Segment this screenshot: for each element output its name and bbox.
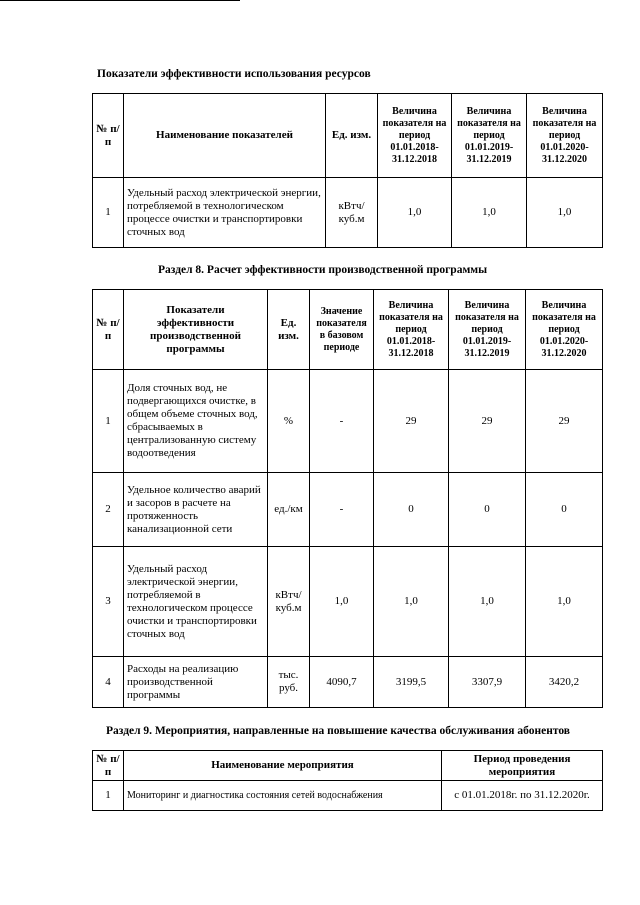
col-num: № п/п <box>93 94 124 178</box>
col-2020: Величина показателя на период 01.01.2020-31.12.2020 <box>527 94 603 178</box>
cell-name: Мониторинг и диагностика состояния сетей водоснабжения <box>124 781 442 811</box>
cell-2018: 3199,5 <box>374 657 449 708</box>
cell-2018: 29 <box>374 370 449 473</box>
section-resources-title: Показатели эффективности использования ресурсов <box>97 68 371 80</box>
cell-num: 1 <box>93 178 124 248</box>
cell-2020: 0 <box>526 473 603 547</box>
col-2019: Величина показателя на период 01.01.2019-31.12.2019 <box>452 94 527 178</box>
cell-base: - <box>310 473 374 547</box>
table-row <box>93 370 603 473</box>
section9-table <box>92 750 603 811</box>
cell-unit: кВтч/ куб.м <box>268 547 310 657</box>
cell-2018: 0 <box>374 473 449 547</box>
section8-title: Раздел 8. Расчет эффективности производственной программы <box>158 264 488 276</box>
table-row <box>93 473 603 547</box>
cell-2019: 3307,9 <box>449 657 526 708</box>
cell-num: 1 <box>93 781 124 811</box>
cell-2018: 1,0 <box>378 178 452 248</box>
table-header-row <box>93 290 603 370</box>
col-name: Наименование мероприятия <box>124 751 442 781</box>
table-row <box>93 178 603 248</box>
cell-unit: кВтч/ куб.м <box>326 178 378 248</box>
col-2018: Величина показателя на период 01.01.2018-31.12.2018 <box>378 94 452 178</box>
col-period: Период проведения мероприятия <box>442 751 603 781</box>
col-num: № п/п <box>93 751 124 781</box>
top-rule <box>0 0 240 1</box>
col-2018: Величина показателя на период 01.01.2018-31.12.2018 <box>374 290 449 370</box>
cell-num: 2 <box>93 473 124 547</box>
cell-unit: % <box>268 370 310 473</box>
section9-title: Раздел 9. Мероприятия, направленные на повышение качества обслуживания абонентов <box>106 725 571 737</box>
cell-2018: 1,0 <box>374 547 449 657</box>
cell-period: с 01.01.2018г. по 31.12.2020г. <box>442 781 603 811</box>
cell-name: Расходы на реализацию производственной программы <box>124 657 268 708</box>
cell-num: 1 <box>93 370 124 473</box>
cell-base: 1,0 <box>310 547 374 657</box>
cell-name: Удельное количество аварий и засоров в расчете на протяженность канализационной сети <box>124 473 268 547</box>
cell-2020: 1,0 <box>527 178 603 248</box>
cell-name: Удельный расход электрической энергии, потребляемой в технологическом процессе очистки и транспортировки сточных вод <box>124 178 326 248</box>
col-name: Показатели эффективности производственной программы <box>124 290 268 370</box>
cell-unit: ед./км <box>268 473 310 547</box>
cell-2019: 1,0 <box>449 547 526 657</box>
col-num: № п/п <box>93 290 124 370</box>
cell-2019: 0 <box>449 473 526 547</box>
col-name: Наименование показателей <box>124 94 326 178</box>
col-2020: Величина показателя на период 01.01.2020-31.12.2020 <box>526 290 603 370</box>
col-unit: Ед. изм. <box>268 290 310 370</box>
col-base: Значение показателя в базовом периоде <box>310 290 374 370</box>
col-2019: Величина показателя на период 01.01.2019-31.12.2019 <box>449 290 526 370</box>
cell-num: 4 <box>93 657 124 708</box>
cell-name: Доля сточных вод, не подвергающихся очистке, в общем объеме сточных вод, сбрасываемых в централизованную систему водоотведения <box>124 370 268 473</box>
cell-2020: 1,0 <box>526 547 603 657</box>
table-header-row <box>93 94 603 178</box>
cell-2020: 29 <box>526 370 603 473</box>
cell-unit: тыс. руб. <box>268 657 310 708</box>
cell-2019: 29 <box>449 370 526 473</box>
cell-num: 3 <box>93 547 124 657</box>
cell-base: 4090,7 <box>310 657 374 708</box>
resources-table <box>92 93 603 248</box>
table-row <box>93 657 603 708</box>
table-row <box>93 547 603 657</box>
table-row <box>93 781 603 811</box>
cell-base: - <box>310 370 374 473</box>
cell-2019: 1,0 <box>452 178 527 248</box>
col-unit: Ед. изм. <box>326 94 378 178</box>
table-header-row <box>93 751 603 781</box>
cell-name: Удельный расход электрической энергии, потребляемой в технологическом процессе очистки и транспортировки сточных вод <box>124 547 268 657</box>
cell-2020: 3420,2 <box>526 657 603 708</box>
section8-table <box>92 289 603 708</box>
